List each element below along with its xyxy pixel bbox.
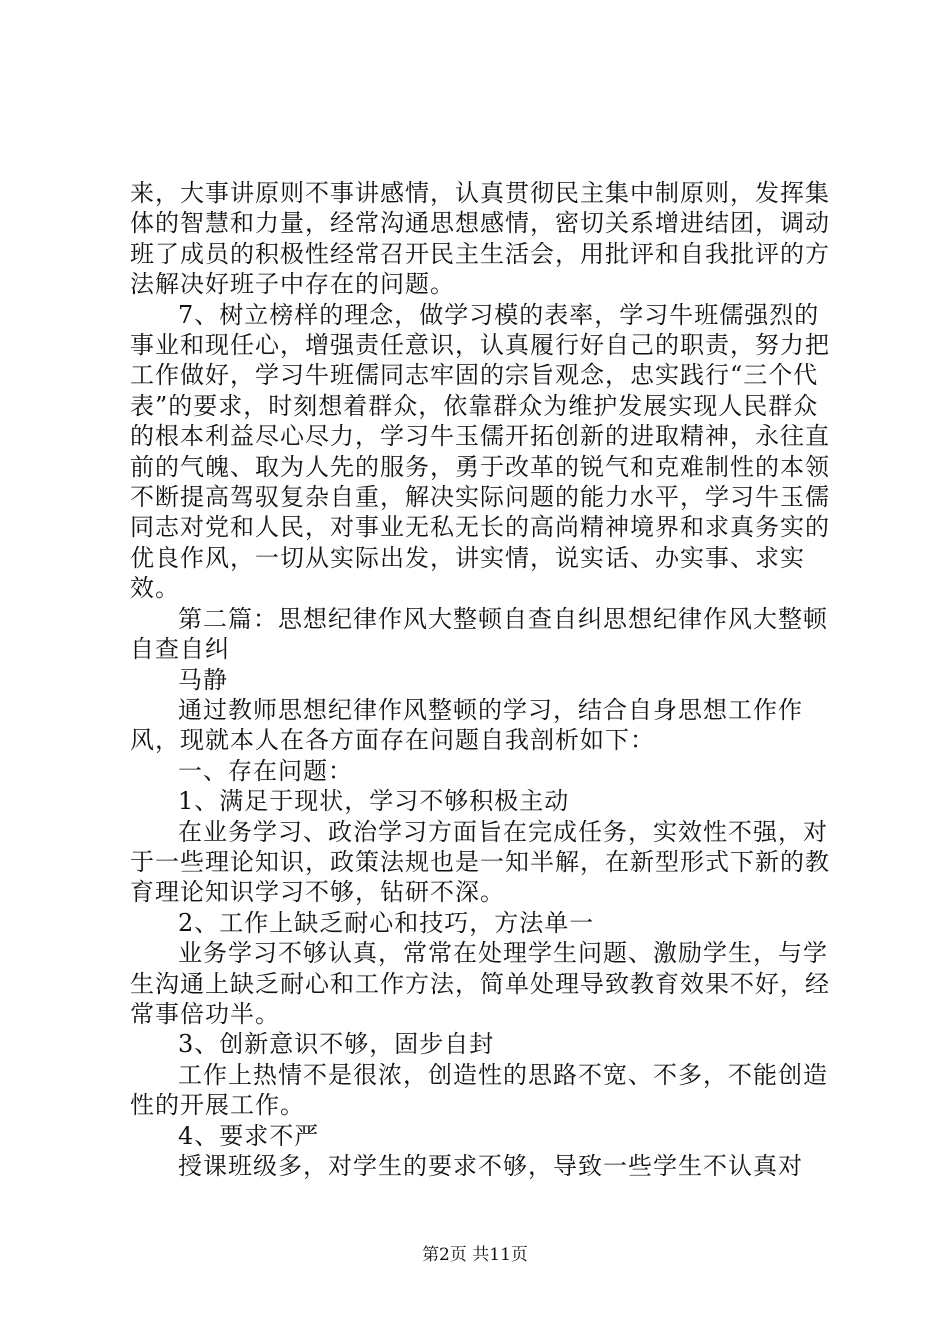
paragraph: 业务学习不够认真，常常在处理学生问题、激励学生，与学生沟通上缺乏耐心和工作方法，简单处理导致教育效果不好，经常事倍功半。 [130,939,830,1028]
paragraph: 通过教师思想纪律作风整顿的学习，结合自身思想工作作风，现就本人在各方面存在问题自我剖析如下： [130,695,803,755]
page-footer: 第2页 共11页 [422,1245,528,1265]
paragraph: 马静 [178,665,228,694]
paragraph: 第二篇：思想纪律作风大整顿自查自纠思想纪律作风大整顿自查自纠 [130,604,828,664]
paragraph: 7、树立榜样的理念，做学习模的表率，学习牛班儒强烈的事业和现任心，增强责任意识，认真履行好自己的职责，努力把工作做好，学习牛班儒同志牢固的宗旨观念，忠实践行“三个代表”的要求，时刻想着群众，依靠群众为维护发展实现人民群众的根本利益尽心尽力，学习牛玉儒开拓创新的进取精神，永往直前的气魄、取为人先的服务，勇于改革的锐气和克难制性的本领不断提高驾驭复杂自重，解决实际问题的能力水平，学习牛玉儒同志对党和人民，对事业无私无长的高尚精神境界和求真务实的优良作风，一切从实际出发，讲实情，说实话、办实事、求实效。 [130,300,830,603]
paragraph: 授课班级多，对学生的要求不够，导致一些学生不认真对 [178,1152,803,1180]
paragraph: 1、满足于现状，学习不够积极主动 [178,787,570,816]
paragraph: 来，大事讲原则不事讲感情，认真贯彻民主集中制原则，发挥集体的智慧和力量，经常沟通思想感情，密切关系增进结团，调动班了成员的积极性经常召开民主生活会，用批评和自我批评的方法解决好班子中存在的问题。 [130,179,830,299]
paragraph: 工作上热情不是很浓，创造性的思路不宽、不多，不能创造性的开展工作。 [130,1060,828,1120]
paragraph: 在业务学习、政治学习方面旨在完成任务，实效性不强，对于一些理论知识，政策法规也是一知半解，在新型形式下新的教育理论知识学习不够，钻研不深。 [130,817,830,907]
document-body [130,178,830,1181]
paragraph: 一、存在问题： [178,756,353,785]
paragraph: 3、创新意识不够，固步自封 [178,1030,495,1059]
paragraph: 4、要求不严 [178,1121,320,1150]
paragraph: 2、工作上缺乏耐心和技巧，方法单一 [178,908,595,937]
